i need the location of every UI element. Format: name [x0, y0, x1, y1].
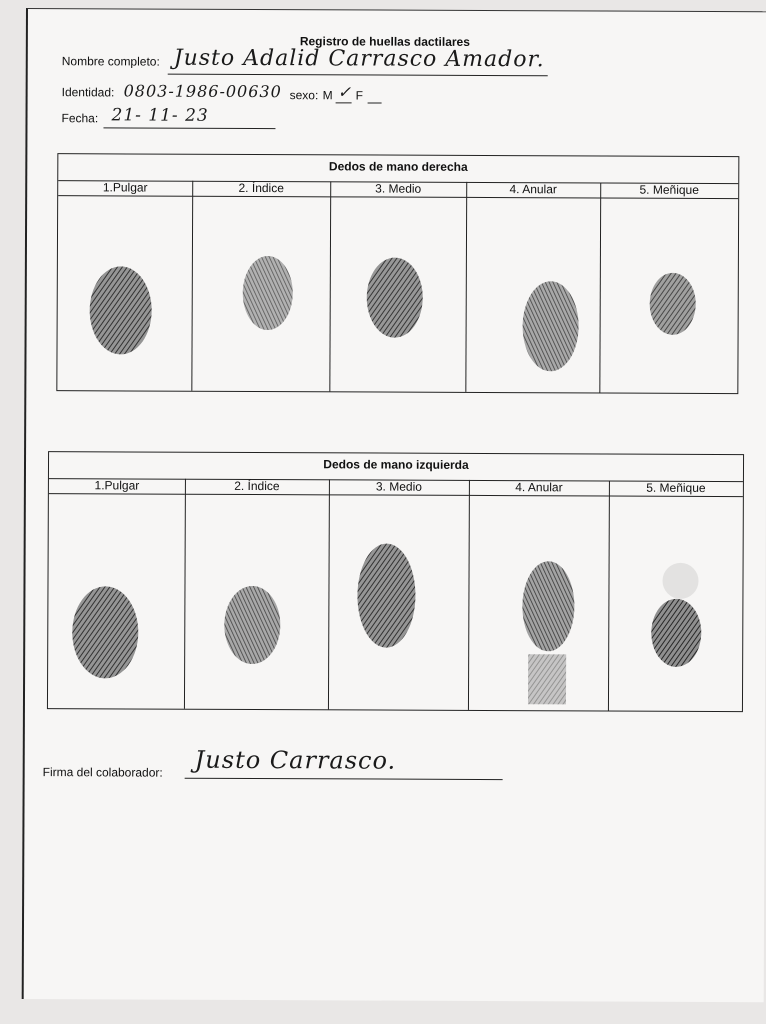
- right-index-header: 2. Índice: [192, 181, 330, 198]
- sex-m-label: M: [322, 88, 333, 103]
- date-label: Fecha:: [61, 111, 99, 126]
- left-ring-fingerprint: [518, 558, 579, 708]
- column-divider: [191, 181, 193, 391]
- sex-m-underline: [336, 102, 352, 103]
- right-little-fingerprint: [648, 271, 698, 337]
- right-thumb-fingerprint: [85, 262, 155, 358]
- left-thumb-header: 1.Pulgar: [49, 478, 185, 495]
- left-middle-fingerprint: [354, 539, 418, 651]
- column-divider: [328, 479, 330, 709]
- sex-f-label: F: [355, 88, 363, 103]
- right-middle-fingerprint: [364, 255, 426, 339]
- id-label: Identidad:: [61, 85, 115, 100]
- date-value: 21- 11- 23: [111, 105, 209, 126]
- right-hand-table: [56, 153, 739, 394]
- right-ring-fingerprint: [519, 278, 581, 374]
- signature-value: Justo Carrasco.: [194, 745, 397, 775]
- sex-label: sexo:: [289, 88, 319, 103]
- name-underline: [168, 74, 548, 77]
- column-divider: [468, 480, 470, 710]
- sex-m-checkmark: ✓: [337, 82, 353, 102]
- column-divider: [599, 183, 601, 393]
- column-divider: [329, 181, 331, 391]
- right-hand-title: Dedos de mano derecha: [58, 154, 738, 184]
- right-little-header: 5. Meñique: [600, 183, 738, 200]
- left-index-fingerprint: [220, 583, 284, 667]
- id-value: 0803-1986-00630: [123, 81, 282, 102]
- date-underline: [103, 127, 275, 129]
- left-hand-title: Dedos de mano izquierda: [49, 452, 743, 482]
- left-little-header: 5. Meñique: [609, 481, 743, 498]
- right-index-fingerprint: [240, 253, 296, 333]
- sex-f-underline: [368, 102, 382, 103]
- left-middle-header: 3. Medio: [329, 479, 469, 496]
- left-little-fingerprint: [648, 559, 706, 669]
- column-divider: [184, 479, 186, 709]
- column-divider: [608, 481, 610, 711]
- name-value: Justo Adalid Carrasco Amador.: [173, 45, 545, 73]
- right-ring-header: 4. Anular: [466, 182, 600, 199]
- form-title: Registro de huellas dactilares: [299, 34, 470, 49]
- signature-underline: [185, 778, 503, 780]
- right-middle-header: 3. Medio: [330, 181, 466, 198]
- signature-label: Firma del colaborador:: [42, 765, 163, 780]
- left-index-header: 2. Índice: [185, 479, 329, 496]
- left-thumb-fingerprint: [68, 582, 142, 682]
- right-thumb-header: 1.Pulgar: [58, 180, 192, 197]
- column-divider: [465, 182, 467, 392]
- left-ring-header: 4. Anular: [469, 480, 609, 497]
- name-label: Nombre completo:: [61, 54, 160, 69]
- fingerprint-form-sheet: [22, 8, 766, 1002]
- left-hand-table: [47, 451, 744, 712]
